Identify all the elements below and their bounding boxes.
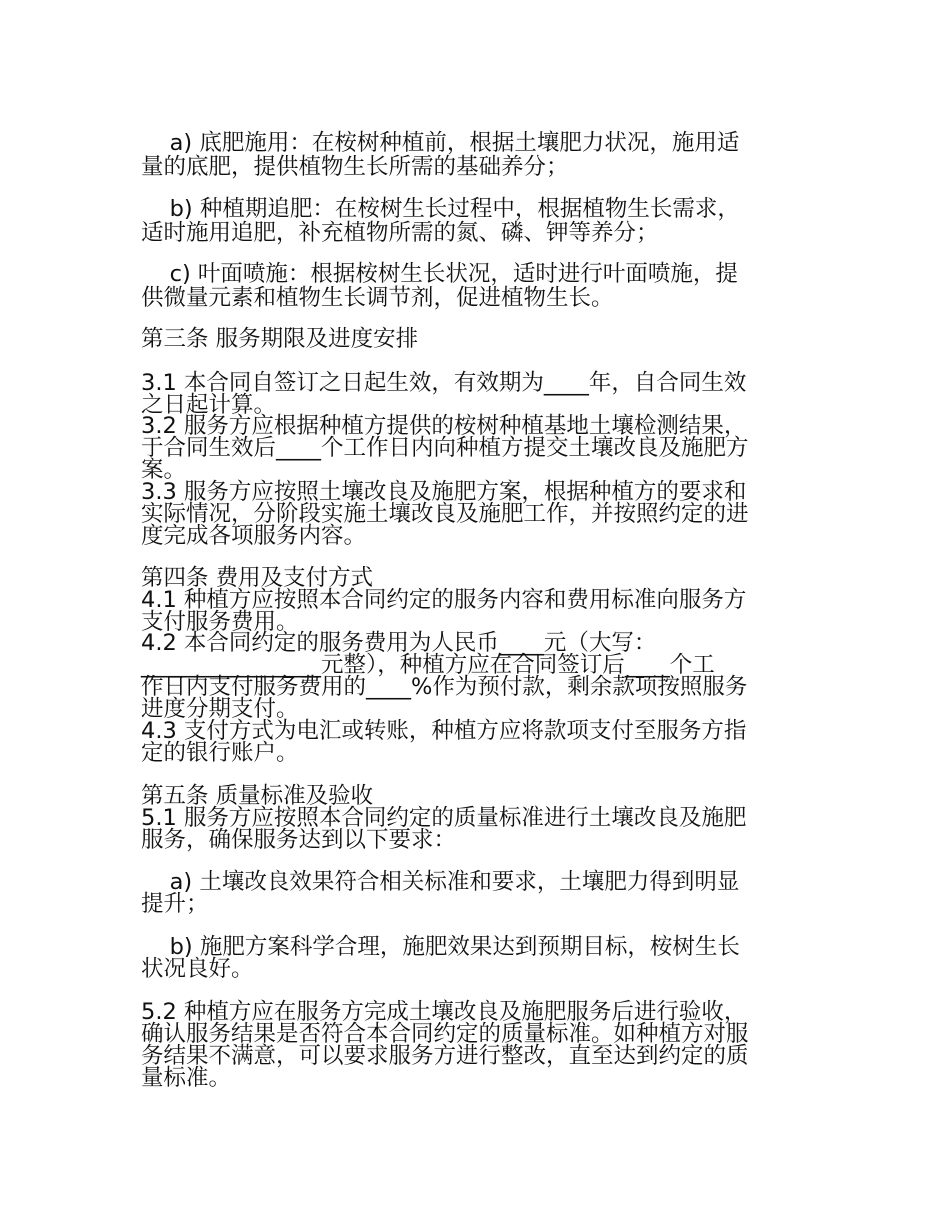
clause-3-3: 3.3 服务方应按照土壤改良及施肥方案，根据种植方的要求和	[141, 479, 747, 505]
clause-4-3: 4.3 支付方式为电汇或转账，种植方应将款项支付至服务方指	[141, 718, 747, 744]
clause-3-1: 3.1 本合同自签订之日起生效，有效期为____年，自合同生效	[141, 370, 747, 396]
clause-3-1-cont: 之日起计算。	[141, 392, 277, 418]
clause-5-1-item-b: b) 施肥方案科学合理，施肥效果达到预期目标，桉树生长	[141, 934, 740, 960]
clause-3-2-cont2: 案。	[141, 457, 187, 483]
clause-5-2: 5.2 种植方应在服务方完成土壤改良及施肥服务后进行验收，	[141, 999, 747, 1025]
clause-5-2-cont2: 务结果不满意，可以要求服务方进行整改，直至达到约定的质	[141, 1043, 749, 1069]
item-c-foliar-spray: c) 叶面喷施：根据桉树生长状况，适时进行叶面喷施，提	[141, 261, 738, 287]
clause-4-2: 4.2 本合同约定的服务费用为人民币____元（大写：	[141, 630, 657, 656]
clause-5-1-item-a-cont: 提升；	[141, 891, 209, 917]
clause-4-2-cont2: 作日内支付服务费用的____%作为预付款，剩余款项按照服务	[141, 674, 748, 700]
clause-3-3-cont: 实际情况，分阶段实施土壤改良及施肥工作，并按照约定的进	[141, 501, 749, 527]
item-a-base-fertilizer: a) 底肥施用：在桉树种植前，根据土壤肥力状况，施用适	[141, 130, 740, 156]
clause-3-3-cont2: 度完成各项服务内容。	[141, 523, 367, 549]
clause-5-1-item-b-cont: 状况良好。	[141, 956, 254, 982]
item-b-topdressing-cont: 适时施用追肥，补充植物所需的氮、磷、钾等养分；	[141, 220, 659, 246]
clause-4-1-cont: 支付服务费用。	[141, 609, 299, 635]
clause-5-2-cont: 确认服务结果是否符合本合同约定的质量标准。如种植方对服	[141, 1021, 749, 1047]
article-4-heading: 第四条 费用及支付方式	[141, 565, 374, 591]
clause-5-2-cont3: 量标准。	[141, 1065, 232, 1091]
clause-4-2-cont: ________________元整），种植方应在合同签订后____个工	[141, 652, 715, 678]
clause-3-2: 3.2 服务方应根据种植方提供的桉树种植基地土壤检测结果，	[141, 413, 747, 439]
clause-4-1: 4.1 种植方应按照本合同约定的服务内容和费用标准向服务方	[141, 587, 747, 613]
item-b-topdressing: b) 种植期追肥：在桉树生长过程中，根据植物生长需求，	[141, 196, 740, 222]
item-a-base-fertilizer-cont: 量的底肥，提供植物生长所需的基础养分；	[141, 154, 569, 180]
clause-4-3-cont: 定的银行账户。	[141, 740, 299, 766]
clause-5-1-cont: 服务，确保服务达到以下要求：	[141, 827, 457, 853]
item-c-foliar-spray-cont: 供微量元素和植物生长调节剂，促进植物生长。	[141, 285, 614, 311]
clause-4-2-cont3: 进度分期支付。	[141, 696, 299, 722]
article-3-heading: 第三条 服务期限及进度安排	[141, 326, 419, 352]
clause-5-1: 5.1 服务方应按照本合同约定的质量标准进行土壤改良及施肥	[141, 805, 747, 831]
article-5-heading: 第五条 质量标准及验收	[141, 783, 374, 809]
clause-5-1-item-a: a) 土壤改良效果符合相关标准和要求，土壤肥力得到明显	[141, 869, 740, 895]
clause-3-2-cont: 于合同生效后____个工作日内向种植方提交土壤改良及施肥方	[141, 435, 749, 461]
